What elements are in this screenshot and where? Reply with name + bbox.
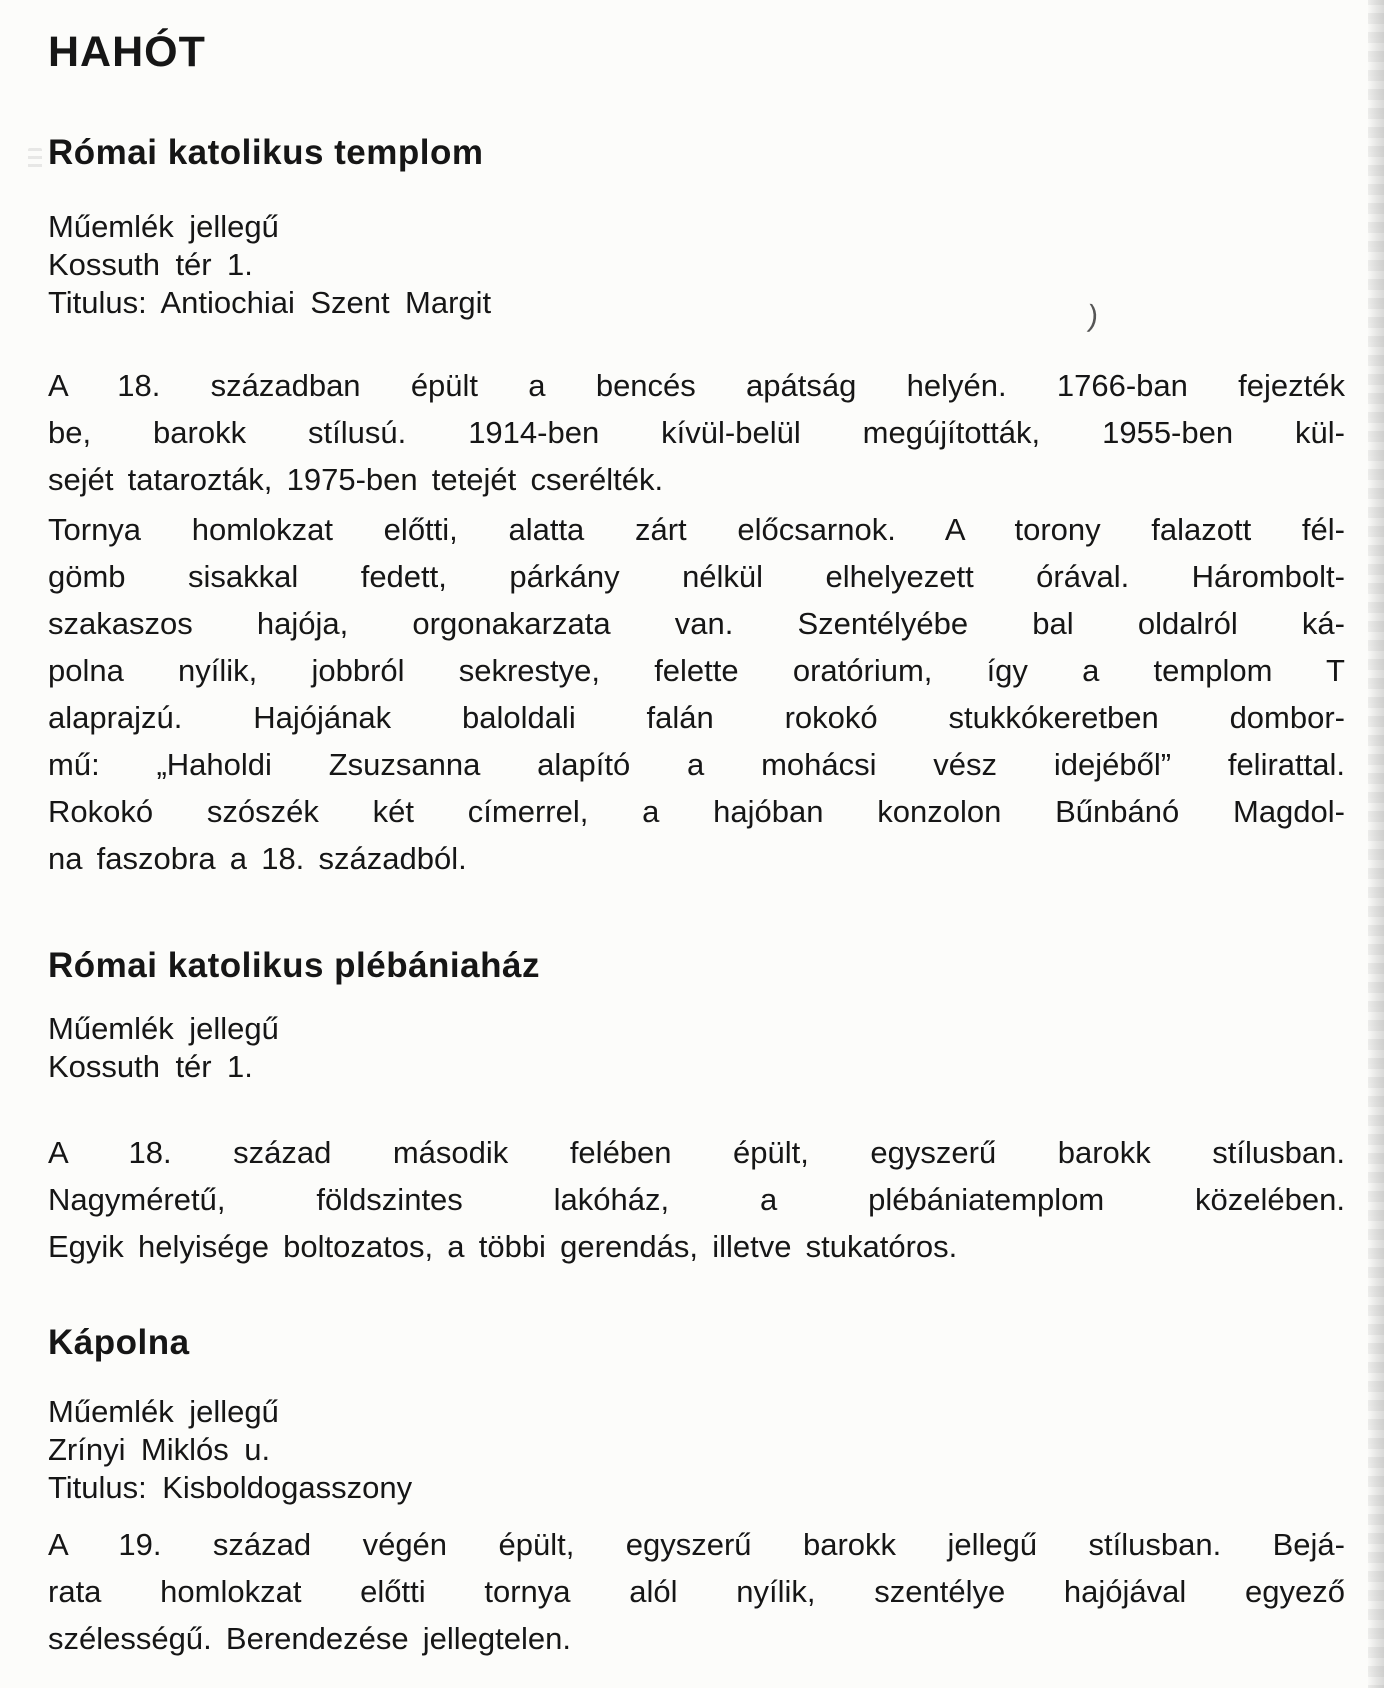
text-line: sejét tatarozták, 1975-ben tetejét cserélték. [48, 462, 664, 497]
text-line: szakaszos hajója, orgonakarzata van. Szentélyébe bal oldalról ká- [48, 606, 1345, 641]
text-line: mű: „Haholdi Zsuzsanna alapító a mohácsi vész idejéből” felirattal. [48, 747, 1345, 782]
meta-line: Titulus: Antiochiai Szent Margit [48, 285, 492, 320]
text-line: alaprajzú. Hajójának baloldali falán rokokó stukkókeretben dombor- [48, 700, 1345, 735]
sections [48, 131, 1345, 1662]
meta-line: Műemlék jellegű [48, 1394, 279, 1429]
text-line: A 18. században épült a bencés apátság helyén. 1766-ban fejezték [48, 368, 1345, 403]
scan-stray-mark: ) [1086, 299, 1100, 334]
meta-line: Kossuth tér 1. [48, 1049, 253, 1084]
monument-meta [48, 1010, 1345, 1086]
text-line: Nagyméretű, földszintes lakóház, a plébániatemplom közelében. [48, 1182, 1345, 1217]
scan-smudge [28, 148, 42, 172]
description-paragraph [48, 1129, 1345, 1270]
section-heading: Római katolikus templom [48, 133, 484, 172]
page-content [0, 26, 1384, 1662]
monument-meta [48, 1393, 1345, 1507]
meta-line: Titulus: Kisboldogasszony [48, 1470, 413, 1505]
monument-meta [48, 208, 1345, 322]
text-line: Rokokó szószék két címerrel, a hajóban konzolon Bűnbánó Magdol- [48, 794, 1345, 829]
monument-section [48, 131, 1345, 882]
text-line: Tornya homlokzat előtti, alatta zárt előcsarnok. A torony falazott fél- [48, 512, 1345, 547]
section-heading: Kápolna [48, 1323, 190, 1362]
page-title: HAHÓT [48, 28, 206, 76]
meta-line: Kossuth tér 1. [48, 247, 253, 282]
text-line: szélességű. Berendezése jellegtelen. [48, 1621, 571, 1656]
description-paragraph [48, 1521, 1345, 1662]
text-line: na faszobra a 18. századból. [48, 841, 467, 876]
monument-section [48, 944, 1345, 1270]
meta-line: Műemlék jellegű [48, 209, 279, 244]
description-paragraph [48, 506, 1345, 882]
section-heading: Római katolikus plébániaház [48, 946, 540, 985]
text-line: be, barokk stílusú. 1914-ben kívül-belül megújították, 1955-ben kül- [48, 415, 1345, 450]
scan-edge-shadow [1368, 0, 1384, 1688]
text-line: gömb sisakkal fedett, párkány nélkül elhelyezett órával. Hárombolt- [48, 559, 1345, 594]
meta-line: Műemlék jellegű [48, 1011, 279, 1046]
text-line: A 18. század második felében épült, egyszerű barokk stílusban. [48, 1135, 1345, 1170]
text-line: rata homlokzat előtti tornya alól nyílik, szentélye hajójával egyező [48, 1574, 1345, 1609]
meta-line: Zrínyi Miklós u. [48, 1432, 271, 1467]
text-line: polna nyílik, jobbról sekrestye, felette oratórium, így a templom T [48, 653, 1345, 688]
monument-section [48, 1321, 1345, 1662]
text-line: A 19. század végén épült, egyszerű barokk jellegű stílusban. Bejá- [48, 1527, 1345, 1562]
description-paragraph [48, 362, 1345, 503]
text-line: Egyik helyisége boltozatos, a többi gerendás, illetve stukatóros. [48, 1229, 958, 1264]
